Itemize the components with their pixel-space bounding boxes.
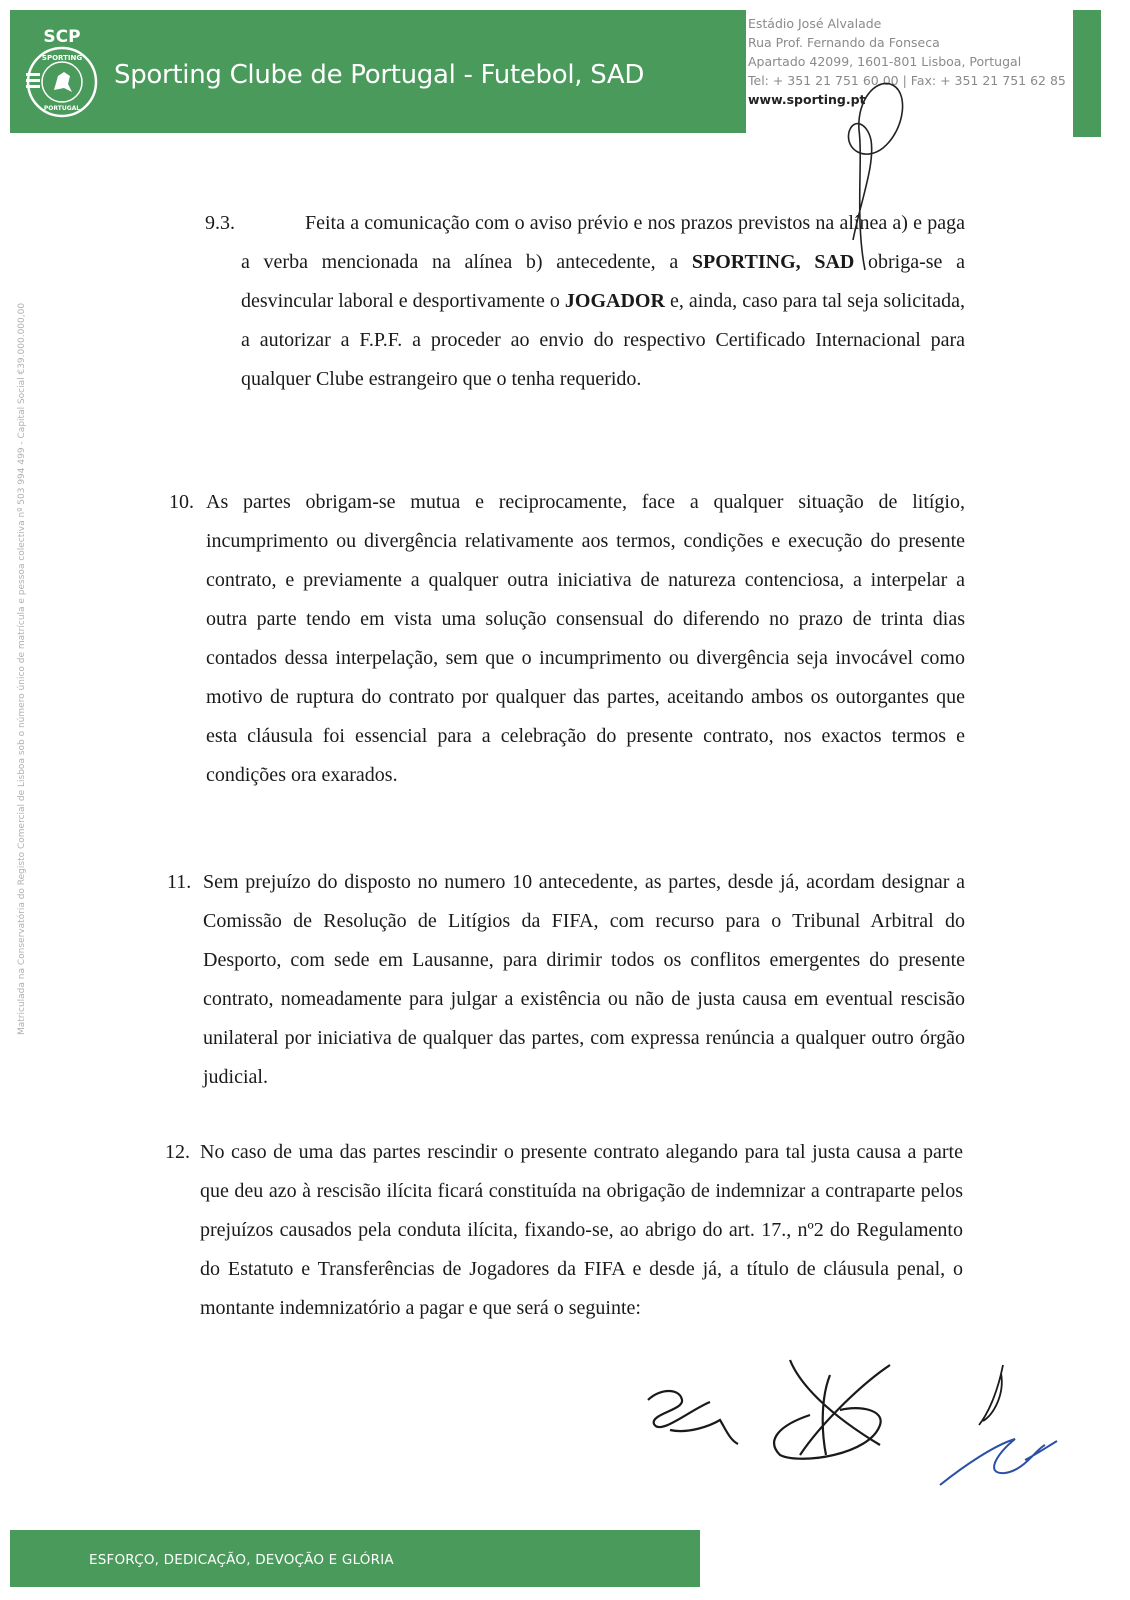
contact-block [748,14,1078,109]
clause-number: 11. [167,871,192,893]
website-link[interactable]: www.sporting.pt [748,92,866,107]
clause-body: As partes obrigam-se mutua e reciprocamente, face a qualquer situação de litígio, incumprimento ou divergência relativamente aos termos, condições e execução do presente contrato, e previamente a qualquer outra iniciativa de natureza contenciosa, a interpelar a outra parte tendo em vista uma solução consensual do diferendo no prazo de trinta dias contados dessa interpelação, sem que o incumprimento ou divergência seja invocável como motivo de ruptura do contrato por qualquer das partes, aceitando ambos os outorgantes que esta cláusula foi essencial para a celebração do presente contrato, nos exactos termos e condições ora exarados. [206,491,965,786]
clause-10 [169,483,965,795]
clause-body: Sem prejuízo do disposto no numero 10 antecedente, as partes, desde já, acordam designar a Comissão de Resolução de Litígios da FIFA, com recurso para o Tribunal Arbitral do Desporto, com sede em Lausanne, para dirimir todos os conflitos emergentes do presente contrato, nomeadamente para julgar a existência ou não de justa causa em eventual rescisão unilateral por iniciativa de qualquer das partes, com expressa renúncia a qualquer outro órgão judicial. [203,871,965,1088]
club-motto: ESFORÇO, DEDICAÇÃO, DEVOÇÃO E GLÓRIA [89,1552,394,1568]
clause-body: Feita a comunicação com o aviso prévio e nos prazos previstos na alínea a) e paga a verba mencionada na alínea b) antecedente, a SPORTING, SAD obriga-se a desvincular laboral e desportivamente o JOGADOR e, ainda, caso para tal seja solicitada, a autorizar a F.P.F. a proceder ao envio do respectivo Certificado Internacional para qualquer Clube estrangeiro que o tenha requerido. [241,212,965,390]
clause-number: 12. [165,1141,190,1163]
clause-9-3 [205,204,965,399]
initials-signature-3 [935,1355,1075,1495]
header-accent-bar [1073,10,1101,137]
svg-text:SCP: SCP [43,27,81,47]
initials-signature-1 [640,1380,750,1450]
svg-text:PORTUGAL: PORTUGAL [43,105,81,112]
club-name: Sporting Clube de Portugal - Futebol, SAD [114,60,645,90]
contact-phone-fax: Tel: + 351 21 751 60 00 | Fax: + 351 21 751 62 85 [748,73,1066,88]
header-band [10,10,746,133]
svg-text:SPORTING: SPORTING [41,54,83,62]
party-sporting: SPORTING, SAD [691,251,855,273]
club-logo [20,18,104,126]
footer-band [10,1530,700,1587]
contact-stadium: Estádio José Alvalade [748,16,882,31]
initials-signature-2 [760,1355,910,1465]
clause-11 [167,863,965,1097]
contact-street: Rua Prof. Fernando da Fonseca [748,35,940,50]
clause-body: No caso de uma das partes rescindir o presente contrato alegando para tal justa causa a parte que deu azo à rescisão ilícita ficará constituída na obrigação de indemnizar a contraparte pelos prejuízos causados pela conduta ilícita, fixando-se, ao abrigo do art. 17., nº2 do Regulamento do Estatuto e Transferências de Jogadores da FIFA e desde já, a título de cláusula penal, o montante indemnizatório a pagar e que será o seguinte: [200,1141,963,1319]
registration-note: Matriculada na Conservatória do Registo Comercial de Lisboa sob o número único de matrícula e pessoa colectiva nº 503 994 499 - Capital Social €39.000.000,00 [17,302,27,1035]
clause-number: 9.3. [205,212,235,234]
contact-po-box: Apartado 42099, 1601-801 Lisboa, Portugal [748,54,1022,69]
party-jogador: JOGADOR [564,290,665,312]
clause-number: 10. [169,491,194,513]
clause-12 [165,1133,963,1328]
